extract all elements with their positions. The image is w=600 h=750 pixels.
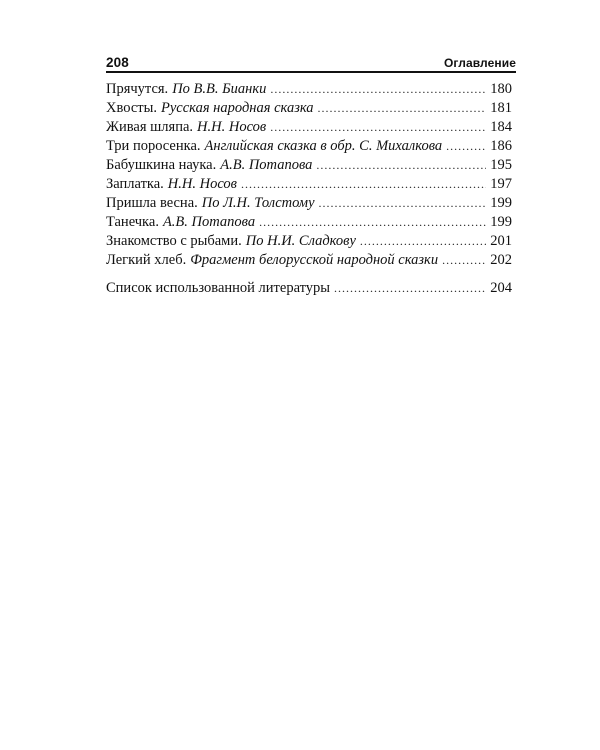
toc-entry-author: По Н.И. Сладкову: [245, 233, 356, 249]
dot-leader: [334, 279, 486, 298]
dot-leader: [318, 99, 487, 118]
section-gap: [106, 270, 512, 279]
toc-entry-author: По В.В. Бианки: [172, 81, 267, 97]
toc-entry-title: Хвосты.: [106, 100, 157, 116]
toc-entry-page: 202: [490, 252, 512, 268]
toc-entry[interactable]: [106, 194, 512, 213]
toc-entry-page: 197: [490, 176, 512, 192]
toc-entry-author: А.В. Потапова: [220, 157, 313, 173]
dot-leader: [360, 232, 486, 251]
toc-entry-page: 201: [490, 233, 512, 249]
toc-entry-page: 199: [490, 195, 512, 211]
toc-entry-title: Заплатка.: [106, 176, 164, 192]
toc-entry-author: Русская народная сказка: [160, 100, 314, 116]
toc-entry[interactable]: [106, 80, 512, 99]
toc-entry[interactable]: [106, 213, 512, 232]
toc-entry-author: Фрагмент белорусской народной сказки: [190, 252, 439, 268]
toc-entry-title: Список использованной литературы: [106, 280, 331, 296]
dot-leader: [446, 137, 486, 156]
toc-entry-author: А.В. Потапова: [162, 214, 256, 230]
toc-entry-page: 204: [490, 280, 512, 296]
toc-entry-author: Н.Н. Носов: [197, 119, 267, 135]
header-rule: [106, 71, 516, 73]
dot-leader: [241, 175, 486, 194]
toc-entry-title: Прячутся.: [106, 81, 169, 97]
dot-leader: [442, 251, 486, 270]
toc-entry-page: 195: [490, 157, 512, 173]
page-number: 208: [106, 55, 129, 70]
toc-entry-page: 184: [490, 119, 512, 135]
dot-leader: [259, 213, 486, 232]
toc-entry-references[interactable]: [106, 279, 512, 298]
toc-entry-title: Три поросенка.: [106, 138, 201, 154]
toc-entry[interactable]: [106, 99, 512, 118]
toc-entry[interactable]: [106, 118, 512, 137]
toc-entry-title: Танечка.: [106, 214, 159, 230]
toc-entry-page: 186: [490, 138, 512, 154]
toc-entry-title: Легкий хлеб.: [106, 252, 187, 268]
toc-entry[interactable]: [106, 175, 512, 194]
dot-leader: [270, 118, 486, 137]
toc-entry-page: 199: [490, 214, 512, 230]
dot-leader: [319, 194, 487, 213]
toc-entry-page: 180: [490, 81, 512, 97]
toc-entry-title: Бабушкина наука.: [106, 157, 217, 173]
toc-entry-author: По Л.Н. Толстому: [201, 195, 315, 211]
toc-entry[interactable]: [106, 251, 512, 270]
toc-entry-title: Знакомство с рыбами.: [106, 233, 242, 249]
section-title: Оглавление: [444, 56, 516, 70]
page-header: [106, 48, 516, 70]
toc-entry-title: Живая шляпа.: [106, 119, 194, 135]
toc-entry-title: Пришла весна.: [106, 195, 198, 211]
toc-entry[interactable]: [106, 137, 512, 156]
dot-leader: [316, 156, 486, 175]
toc-entry[interactable]: [106, 156, 512, 175]
toc-entry[interactable]: [106, 232, 512, 251]
dot-leader: [270, 80, 486, 99]
toc-entry-page: 181: [490, 100, 512, 116]
table-of-contents: [106, 80, 512, 298]
toc-entry-author: Н.Н. Носов: [167, 176, 237, 192]
toc-entry-author: Английская сказка в обр. С. Михалкова: [204, 138, 443, 154]
